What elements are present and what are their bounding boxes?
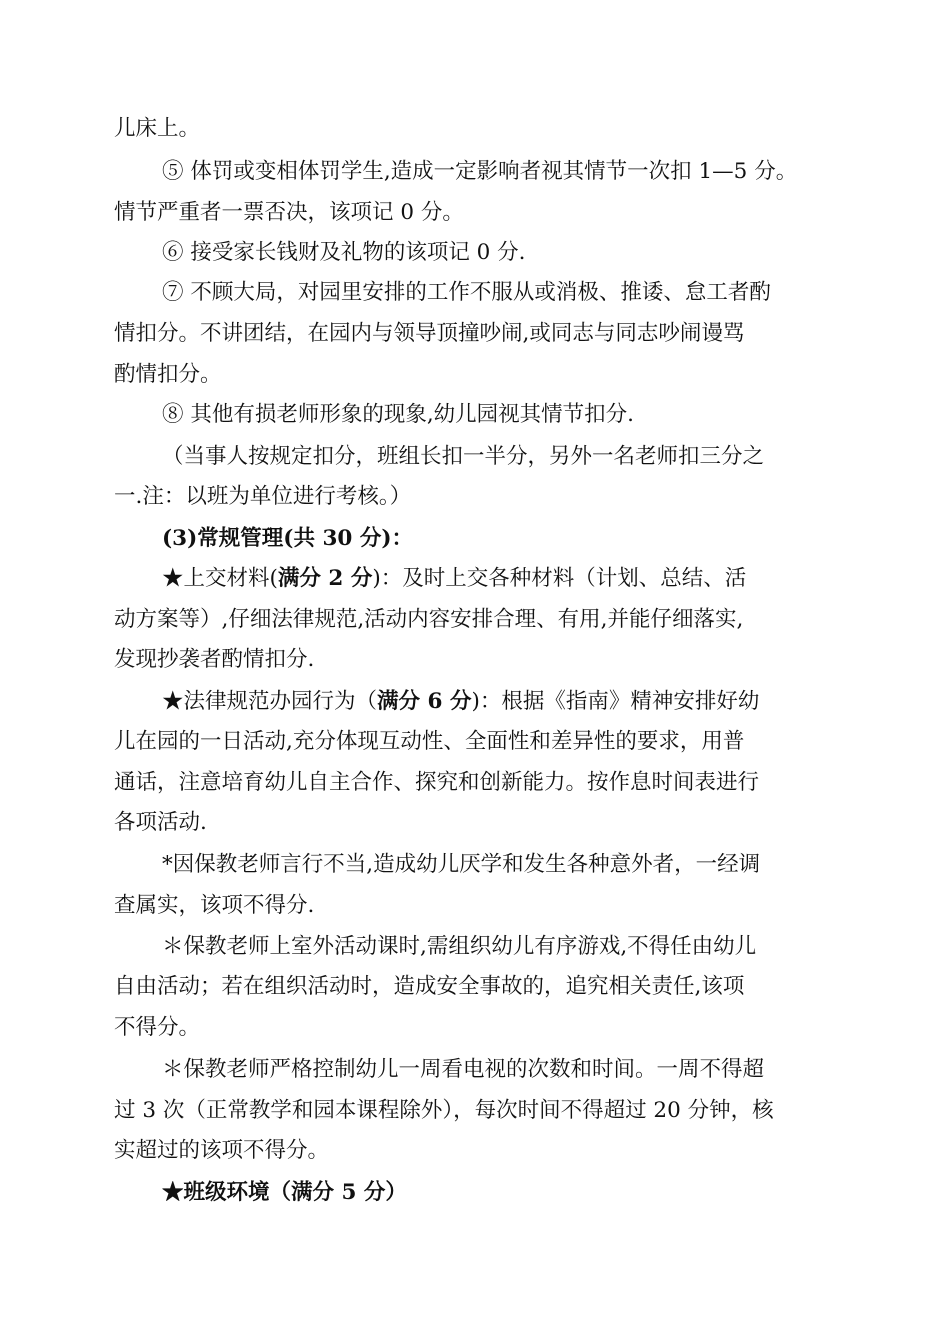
score-label: 满分 6 分 xyxy=(377,689,472,714)
paragraph-line: ＊保教老师严格控制幼儿一周看电视的次数和时间。一周不得超 xyxy=(162,1057,765,1082)
section-heading: ★班级环境（满分 5 分） xyxy=(162,1180,407,1205)
paragraph-line xyxy=(162,564,746,594)
section-heading: (3)常规管理(共 30 分)： xyxy=(162,526,414,551)
paragraph-line: *因保教老师言行不当,造成幼儿厌学和发生各种意外者，一经调 xyxy=(162,852,761,877)
paragraph-line: ⑤ 体罚或变相体罚学生,造成一定影响者视其情节一次扣 1—5 分。 xyxy=(162,159,798,184)
paragraph-line: 儿床上。 xyxy=(114,116,201,141)
paragraph-line: 自由活动；若在组织活动时，造成安全事故的，追究相关责任,该项 xyxy=(114,974,745,999)
paragraph-line: 情扣分。不讲团结，在园内与领导顶撞吵闹,或同志与同志吵闹谩骂 xyxy=(114,321,745,346)
paragraph-line: 情节严重者一票否决，该项记 0 分。 xyxy=(114,200,464,225)
paragraph-line: 实超过的该项不得分。 xyxy=(114,1138,330,1163)
paragraph-line: ⑧ 其他有损老师形象的现象,幼儿园视其情节扣分. xyxy=(162,402,635,427)
paragraph-line: 各项活动. xyxy=(114,810,207,835)
paragraph-line: 动方案等）,仔细法律规范,活动内容安排合理、有用,并能仔细落实, xyxy=(114,607,744,632)
paragraph-line: （当事人按规定扣分，班组长扣一半分，另外一名老师扣三分之 xyxy=(162,444,765,469)
item-text: )：根据《指南》精神安排好幼 xyxy=(471,689,760,714)
paragraph-line: 酌情扣分。 xyxy=(114,362,222,387)
item-text: )：及时上交各种材料（计划、总结、活 xyxy=(372,566,747,591)
paragraph-line: 不得分。 xyxy=(114,1015,201,1040)
item-title: ★上交材料( xyxy=(162,566,278,591)
paragraph-line: 查属实，该项不得分. xyxy=(114,893,315,918)
paragraph-line: 一.注：以班为单位进行考核。） xyxy=(114,484,412,509)
paragraph-line: ＊保教老师上室外活动课时,需组织幼儿有序游戏,不得任由幼儿 xyxy=(162,934,757,959)
item-title: ★法律规范办园行为（ xyxy=(162,689,378,714)
paragraph-line: 发现抄袭者酌情扣分. xyxy=(114,647,315,672)
paragraph-line: 儿在园的一日活动,充分体现互动性、全面性和差异性的要求，用普 xyxy=(114,729,745,754)
paragraph-line xyxy=(162,687,759,717)
score-label: 满分 2 分 xyxy=(277,566,373,591)
paragraph-line: 通话，注意培育幼儿自主合作、探究和创新能力。按作息时间表进行 xyxy=(114,770,760,795)
paragraph-line: ⑦ 不顾大局，对园里安排的工作不服从或消极、推诿、怠工者酌 xyxy=(162,280,771,305)
paragraph-line: 过 3 次（正常教学和园本课程除外），每次时间不得超过 20 分钟，核 xyxy=(114,1098,774,1123)
paragraph-line: ⑥ 接受家长钱财及礼物的该项记 0 分. xyxy=(162,240,526,265)
